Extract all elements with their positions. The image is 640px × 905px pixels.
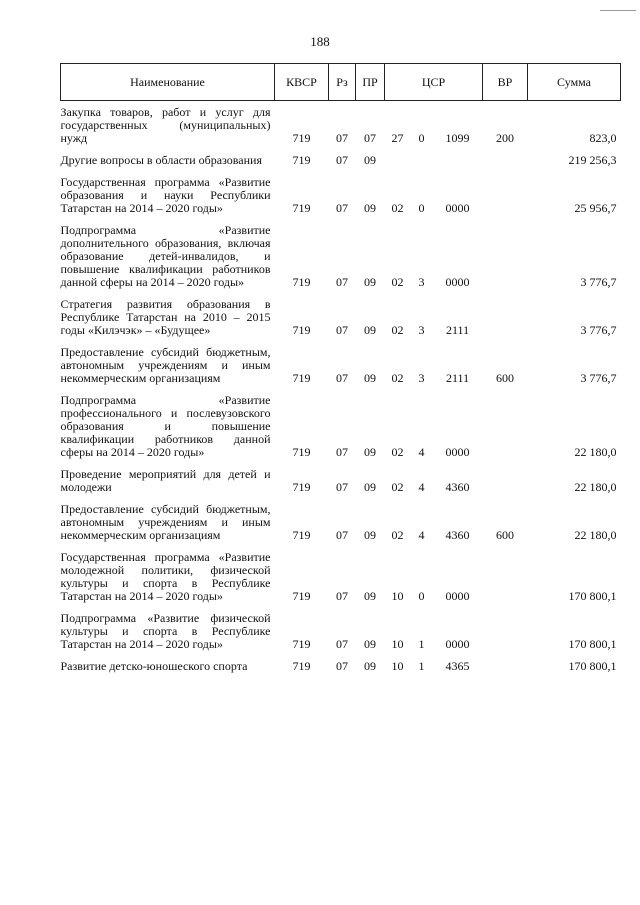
row-csr-code: 2111	[445, 323, 470, 337]
table-row	[61, 389, 621, 463]
header-rz: Рз	[329, 64, 356, 101]
row-csr-program: 02	[391, 371, 404, 385]
row-sum: 25 956,7	[574, 201, 617, 215]
row-csr-code: 4365	[445, 659, 470, 673]
row-sum: 22 180,0	[574, 445, 617, 459]
table-row	[61, 341, 621, 389]
row-csr-program	[385, 149, 411, 171]
table-row	[61, 171, 621, 219]
row-csr-program: 02	[391, 201, 404, 215]
table-row	[61, 655, 621, 677]
row-vr	[483, 219, 528, 293]
row-rz: 07	[336, 153, 348, 167]
row-csr-program: 02	[391, 275, 404, 289]
row-pr: 09	[364, 201, 376, 215]
row-kvsr: 719	[292, 371, 311, 385]
row-csr-program: 10	[391, 589, 404, 603]
row-vr: 200	[496, 131, 515, 145]
row-pr: 09	[364, 480, 376, 494]
header-pr: ПР	[356, 64, 385, 101]
page-number: 188	[310, 34, 330, 49]
row-kvsr: 719	[292, 131, 311, 145]
row-kvsr: 719	[292, 153, 311, 167]
row-csr-code	[433, 149, 483, 171]
row-name: Подпрограмма «Развитие физической культуры и спорта в Республике Татарстан на 2014 – 2020 годы»	[60, 611, 271, 651]
row-pr: 09	[364, 528, 376, 542]
row-rz: 07	[336, 589, 348, 603]
row-csr-program: 27	[391, 131, 404, 145]
row-name: Закупка товаров, работ и услуг для государственных (муниципальных) нужд	[60, 105, 271, 145]
row-csr-program: 10	[391, 659, 404, 673]
row-sum: 170 800,1	[568, 589, 617, 603]
row-csr-subprogram: 4	[418, 480, 425, 494]
row-csr-subprogram	[411, 149, 433, 171]
table-row	[61, 293, 621, 341]
row-csr-program: 02	[391, 323, 404, 337]
row-rz: 07	[336, 528, 348, 542]
row-vr	[483, 293, 528, 341]
header-name: Наименование	[61, 64, 275, 101]
row-kvsr: 719	[292, 480, 311, 494]
row-sum: 3 776,7	[580, 275, 617, 289]
row-name: Предоставление субсидий бюджетным, автономным учреждениям и иным некоммерческим организациям	[60, 345, 271, 385]
row-sum: 219 256,3	[568, 153, 617, 167]
header-sum: Сумма	[528, 64, 621, 101]
row-name: Развитие детско-юношеского спорта	[60, 659, 248, 673]
row-pr: 09	[364, 637, 376, 651]
row-vr	[483, 655, 528, 677]
row-vr	[483, 607, 528, 655]
row-rz: 07	[336, 201, 348, 215]
row-vr	[483, 463, 528, 498]
row-sum: 22 180,0	[574, 480, 617, 494]
row-csr-code: 4360	[445, 480, 470, 494]
row-rz: 07	[336, 480, 348, 494]
header-kvsr: КВСР	[275, 64, 329, 101]
row-rz: 07	[336, 659, 348, 673]
table-row	[61, 219, 621, 293]
row-rz: 07	[336, 275, 348, 289]
table-row	[61, 463, 621, 498]
row-vr: 600	[496, 528, 515, 542]
row-csr-program: 02	[391, 480, 404, 494]
row-vr	[483, 546, 528, 607]
row-csr-subprogram: 3	[418, 323, 425, 337]
row-name: Государственная программа «Развитие молодежной политики, физической культуры и спорта в Республике Татарстан на 2014 – 2020 годы»	[60, 550, 271, 603]
row-kvsr: 719	[292, 637, 311, 651]
table-row	[61, 498, 621, 546]
row-vr	[483, 389, 528, 463]
row-rz: 07	[336, 131, 348, 145]
row-csr-program: 10	[391, 637, 404, 651]
row-vr	[483, 171, 528, 219]
row-sum: 3 776,7	[580, 323, 617, 337]
row-kvsr: 719	[292, 445, 311, 459]
header-vr: ВР	[483, 64, 528, 101]
row-csr-code: 0000	[445, 445, 470, 459]
row-rz: 07	[336, 637, 348, 651]
row-vr	[483, 149, 528, 171]
row-name: Подпрограмма «Развитие дополнительного образования, включая образование детей-инвалидов, и повышение квалификации работников данной сферы на 2014 – 2020 годы»	[60, 223, 271, 289]
row-pr: 09	[364, 659, 376, 673]
row-sum: 22 180,0	[574, 528, 617, 542]
row-csr-subprogram: 4	[418, 445, 425, 459]
row-pr: 09	[364, 323, 376, 337]
row-name: Проведение мероприятий для детей и молодежи	[60, 467, 271, 494]
row-kvsr: 719	[292, 275, 311, 289]
row-rz: 07	[336, 371, 348, 385]
row-name: Подпрограмма «Развитие профессионального и послевузовского образования и повышение квалификации работников данной сферы на 2014 – 2020 годы»	[60, 393, 271, 459]
row-csr-subprogram: 1	[418, 659, 425, 673]
row-name: Предоставление субсидий бюджетным, автономным учреждениям и иным некоммерческим организациям	[60, 502, 271, 542]
row-kvsr: 719	[292, 528, 311, 542]
row-name: Другие вопросы в области образования	[60, 153, 262, 167]
row-pr: 09	[364, 153, 376, 167]
row-vr: 600	[496, 371, 515, 385]
row-csr-code: 4360	[445, 528, 470, 542]
row-pr: 09	[364, 275, 376, 289]
row-csr-program: 02	[391, 528, 404, 542]
row-rz: 07	[336, 445, 348, 459]
header-csr: ЦСР	[385, 64, 483, 101]
row-kvsr: 719	[292, 589, 311, 603]
table-header-row	[61, 64, 621, 101]
row-pr: 09	[364, 445, 376, 459]
row-sum: 3 776,7	[580, 371, 617, 385]
row-pr: 07	[364, 131, 376, 145]
table-row	[61, 149, 621, 171]
row-sum: 170 800,1	[568, 637, 617, 651]
row-kvsr: 719	[292, 323, 311, 337]
row-pr: 09	[364, 589, 376, 603]
row-kvsr: 719	[292, 659, 311, 673]
row-csr-code: 1099	[445, 131, 470, 145]
row-csr-subprogram: 3	[418, 371, 425, 385]
row-pr: 09	[364, 371, 376, 385]
row-csr-code: 0000	[445, 275, 470, 289]
row-kvsr: 719	[292, 201, 311, 215]
row-csr-program: 02	[391, 445, 404, 459]
budget-table	[60, 63, 621, 677]
row-csr-code: 0000	[445, 201, 470, 215]
corner-mark	[600, 10, 636, 11]
row-name: Государственная программа «Развитие образования и науки Республики Татарстан на 2014 – 2020 годы»	[60, 175, 271, 215]
table-row	[61, 607, 621, 655]
row-csr-subprogram: 4	[418, 528, 425, 542]
table-row	[61, 101, 621, 150]
row-sum: 170 800,1	[568, 659, 617, 673]
row-rz: 07	[336, 323, 348, 337]
row-csr-subprogram: 1	[418, 637, 425, 651]
row-csr-subprogram: 3	[418, 275, 425, 289]
row-csr-code: 0000	[445, 589, 470, 603]
row-csr-code: 2111	[445, 371, 470, 385]
row-csr-code: 0000	[445, 637, 470, 651]
row-name: Стратегия развития образования в Республике Татарстан на 2010 – 2015 годы «Килэчэк» – «Будущее»	[60, 297, 271, 337]
row-csr-subprogram: 0	[418, 201, 425, 215]
row-csr-subprogram: 0	[418, 131, 425, 145]
row-csr-subprogram: 0	[418, 589, 425, 603]
table-row	[61, 546, 621, 607]
row-sum: 823,0	[589, 131, 617, 145]
